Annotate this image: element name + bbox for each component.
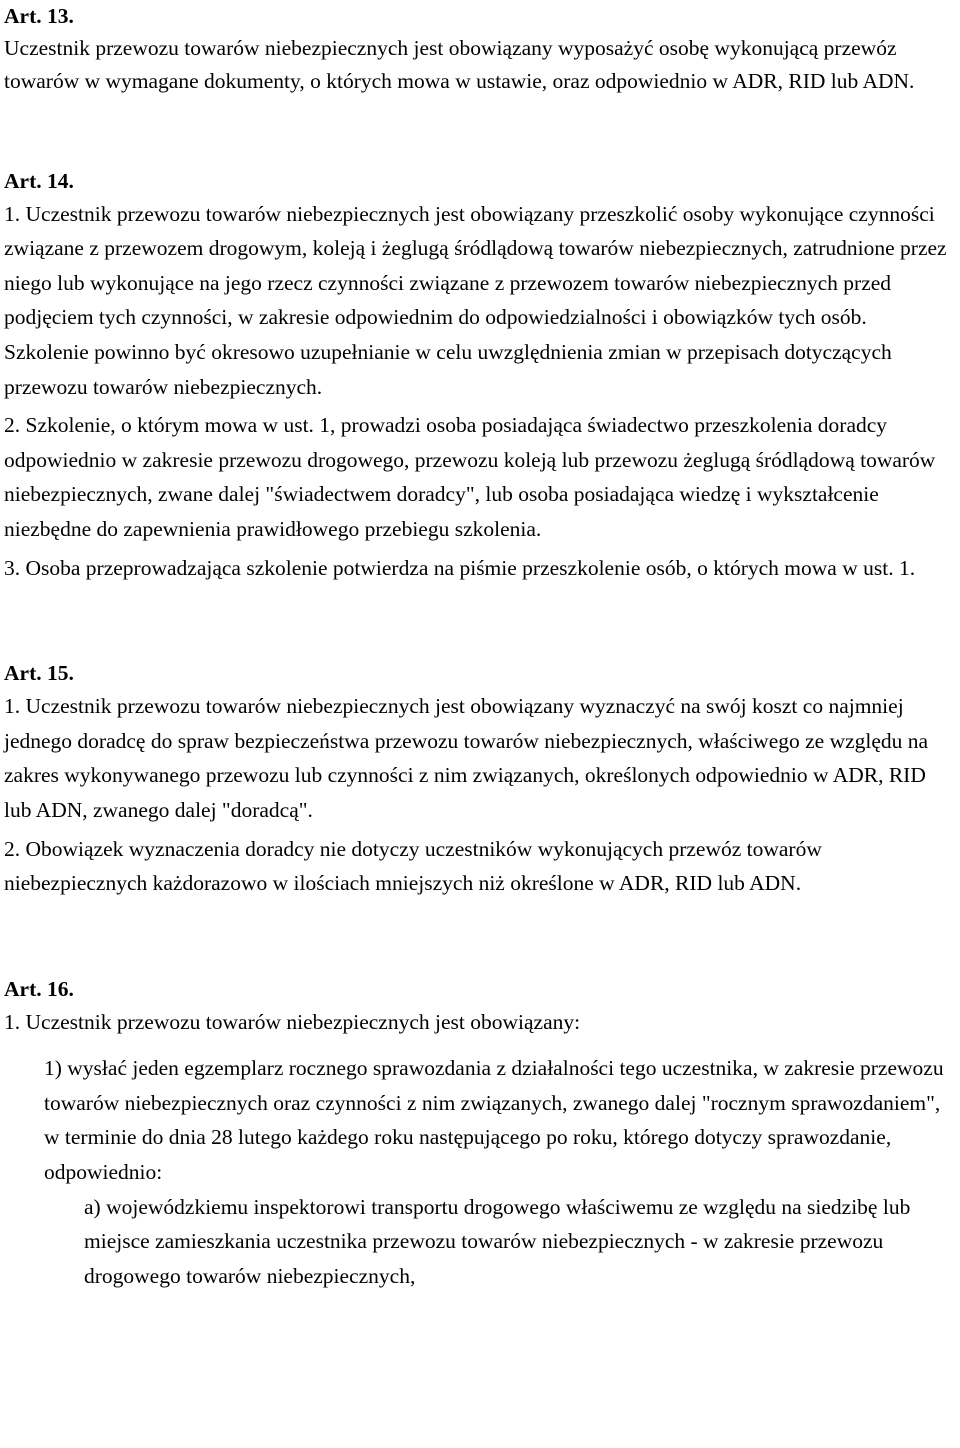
article-15-heading: Art. 15. <box>4 661 74 686</box>
article-15-paragraph-2: 2. Obowiązek wyznaczenia doradcy nie dotyczy uczestników wykonujących przewóz towarów niebezpiecznych każdorazowo w ilościach mniejszych niż określone w ADR, RID lub ADN. <box>4 836 822 896</box>
article-14-paragraph-3: 3. Osoba przeprowadzająca szkolenie potwierdza na piśmie przeszkolenie osób, o których mowa w ust. 1. <box>4 555 916 580</box>
article-14 <box>4 165 956 586</box>
article-16-heading: Art. 16. <box>4 976 74 1001</box>
article-16 <box>4 973 956 1294</box>
article-16-paragraph-1: 1. Uczestnik przewozu towarów niebezpiecznych jest obowiązany: <box>4 1009 581 1034</box>
article-15-paragraph-1: 1. Uczestnik przewozu towarów niebezpiecznych jest obowiązany wyznaczyć na swój koszt co najmniej jednego doradcę do spraw bezpieczeństwa przewozu towarów niebezpiecznych, właściwego ze względu na zakres wykonywanego przewozu lub czynności z nim związanych, określonych odpowiednio w ADR, RID lub ADN, zwanego dalej "doradcą". <box>4 694 929 822</box>
article-14-paragraph-2: 2. Szkolenie, o którym mowa w ust. 1, prowadzi osoba posiadająca świadectwo przeszkolenia doradcy odpowiednio w zakresie przewozu drogowego, przewozu koleją lub przewozu żeglugą śródlądową towarów niebezpiecznych, zwane dalej "świadectwem doradcy", lub osoba posiadająca wiedzę i wykształcenie niezbędne do zapewnienia prawidłowego przebiegu szkolenia. <box>4 413 936 541</box>
article-14-paragraph-1: 1. Uczestnik przewozu towarów niebezpiecznych jest obowiązany przeszkolić osoby wykonujące czynności związane z przewozem drogowym, koleją i żeglugą śródlądową towarów niebezpiecznych, zatrudnione przez niego lub wykonujące na jego rzecz czynności związane z przewozem towarów niebezpiecznych przed podjęciem tych czynności, w zakresie odpowiednim do odpowiedzialności i obowiązków tych osób. Szkolenie powinno być okresowo uzupełnianie w celu uwzględnienia zmian w przepisach dotyczących przewozu towarów niebezpiecznych. <box>4 201 947 399</box>
article-15 <box>4 657 956 901</box>
legal-document <box>4 0 956 1293</box>
article-13-paragraph: Uczestnik przewozu towarów niebezpiecznych jest obowiązany wyposażyć osobę wykonującą przewóz towarów w wymagane dokumenty, o których mowa w ustawie, oraz odpowiednio w ADR, RID lub ADN. <box>4 36 915 94</box>
article-16-list-item-1: 1) wysłać jeden egzemplarz rocznego sprawozdania z działalności tego uczestnika, w zakresie przewozu towarów niebezpiecznych oraz czynności z nim związanych, zwanego dalej "rocznym sprawozdaniem", w terminie do dnia 28 lutego każdego roku następującego po roku, którego dotyczy sprawozdanie, odpowiednio: <box>44 1056 944 1185</box>
article-16-list-item-1a: a) wojewódzkiemu inspektorowi transportu drogowego właściwemu ze względu na siedzibę lub miejsce zamieszkania uczestnika przewozu towarów niebezpiecznych - w zakresie przewozu drogowego towarów niebezpiecznych, <box>84 1194 911 1288</box>
article-14-heading: Art. 14. <box>4 168 74 193</box>
article-13-heading: Art. 13. <box>4 4 74 28</box>
article-13 <box>4 0 956 99</box>
